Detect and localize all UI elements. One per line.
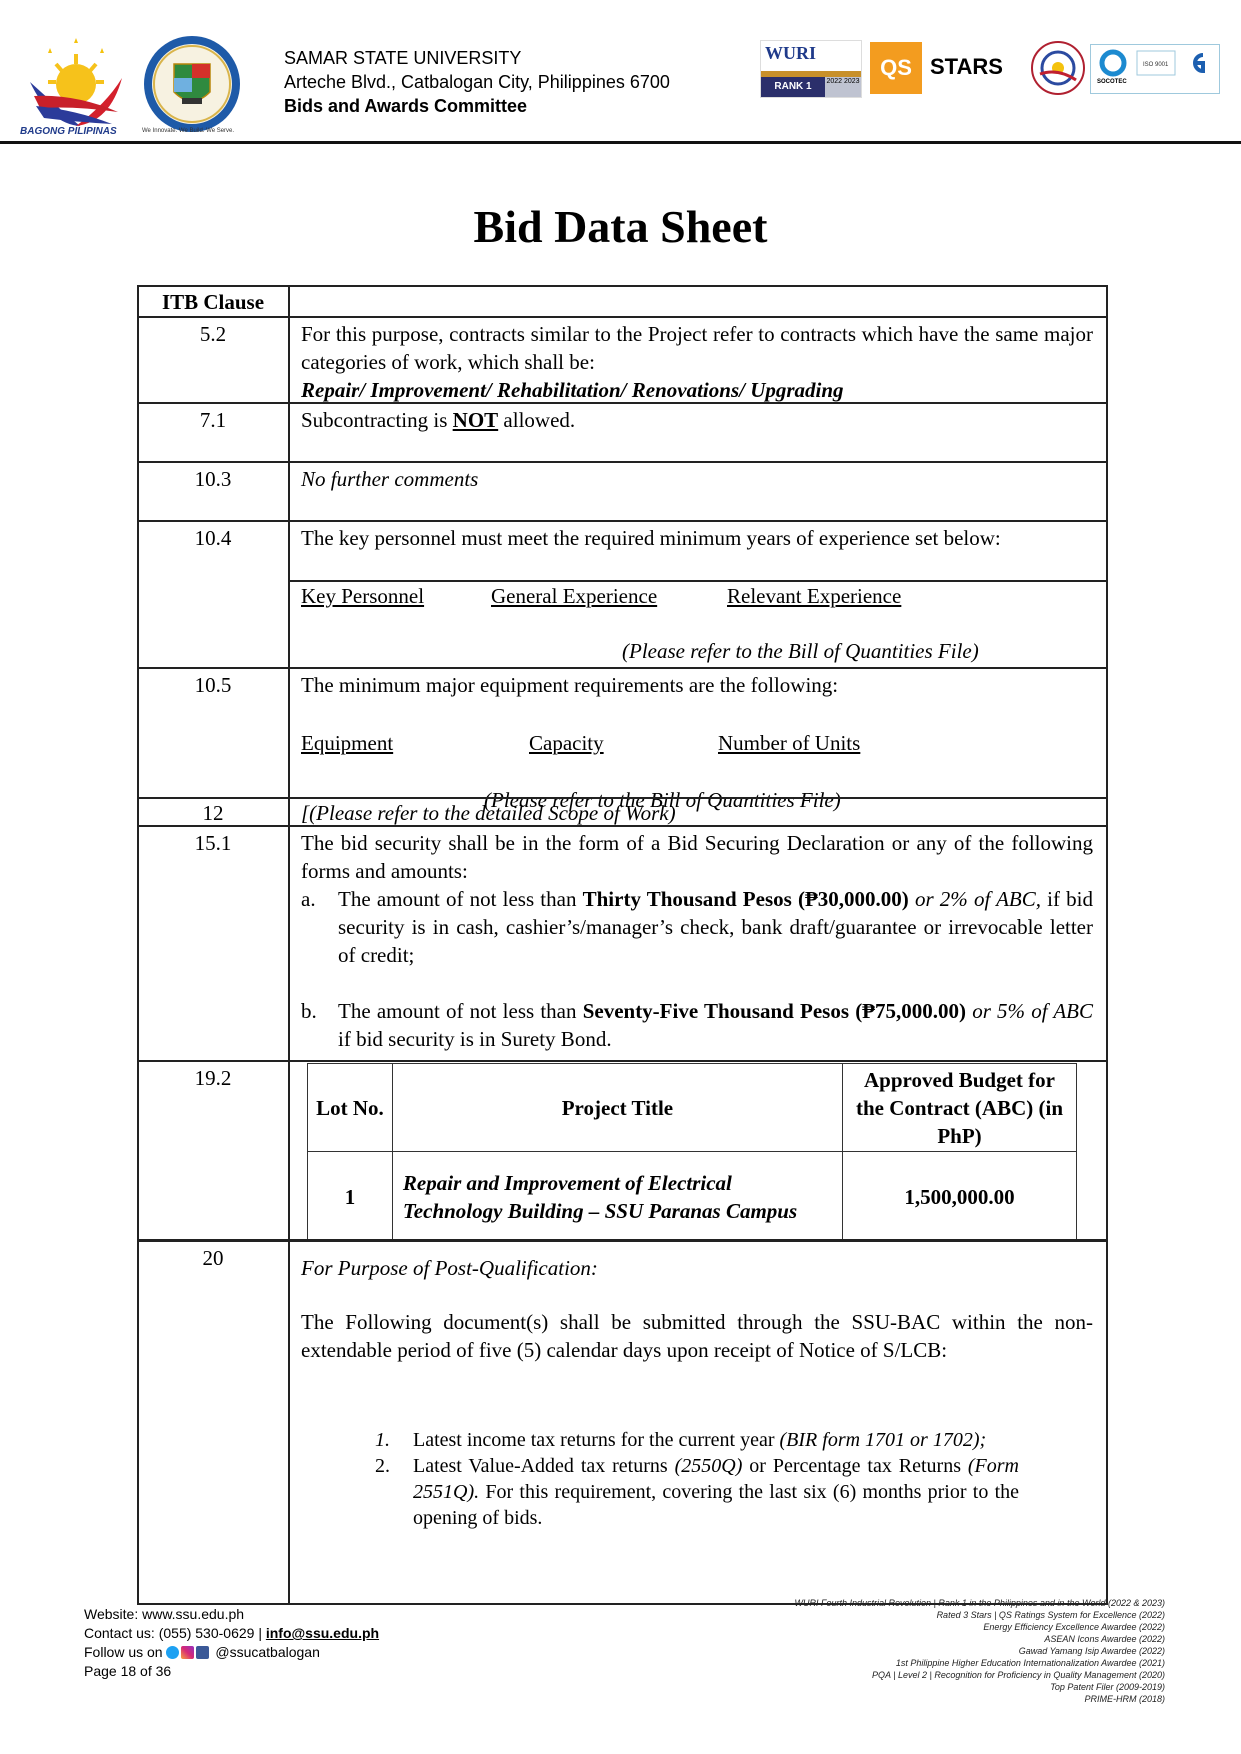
- socotec-iso-badge: ISO 9001 SOCOTEC: [1090, 44, 1220, 94]
- table-row: [139, 1239, 1106, 1606]
- list-item: 2. Latest Value-Added tax returns (2550Q) or Percentage tax Returns (Form 2551Q). For this requirement, covering the last six (6) months prior to the opening of bids.: [375, 1455, 1019, 1529]
- website-link[interactable]: Website: www.ssu.edu.ph: [84, 1606, 245, 1622]
- header-divider: [0, 141, 1241, 144]
- svg-text:ISO 9001: ISO 9001: [1143, 62, 1169, 68]
- col-capacity: Capacity: [529, 731, 604, 755]
- excellence-award-seal: [1030, 40, 1086, 96]
- clause-content: [(Please refer to the detailed Scope of Work): [301, 801, 676, 825]
- ssu-seal-logo: [142, 34, 242, 134]
- clause-number: 10.4: [194, 526, 232, 550]
- table-row: [139, 520, 1106, 669]
- table-row: [139, 461, 1106, 522]
- col-general-experience: General Experience: [491, 584, 658, 608]
- clause-number: 15.1: [194, 831, 232, 855]
- clause-content: The key personnel must meet the required minimum years of experience set below:: [301, 526, 1001, 550]
- lot-no-header: Lot No.: [308, 1064, 393, 1152]
- footer-contact: Website: www.ssu.edu.ph Contact us: (055) 530-0629 | info@ssu.edu.ph Follow us on @ssucatbalogan Page 18 of 36: [84, 1606, 380, 1679]
- list-item: 1. Latest income tax returns for the current year (BIR form 1701 or 1702);: [375, 1429, 987, 1451]
- awards-list: WURI Fourth Industrial Revolution | Rank 1 in the Philippines and in the World (2022 & 2023) Rated 3 Stars | QS Ratings System for Excellence (2022) Energy Efficiency Excellence Awardee (2022) ASEAN Icons Awardee (2022) Gawad Yamang Isip Awardee (2022) 1st Philippine Higher Education Internationalization Awardee (2021) PQA | Level 2 | Recognition for Proficiency in Quality Management (2020) Top Patent Filer (2009-2019) PRIME-HRM (2018): [794, 1598, 1165, 1704]
- clause-number: 19.2: [194, 1066, 232, 1090]
- abc-amount: 1,500,000.00: [842, 1152, 1076, 1242]
- not-emphasis: NOT: [452, 408, 499, 432]
- org-name: SAMAR STATE UNIVERSITY: [284, 48, 522, 68]
- col-relevant-experience: Relevant Experience: [727, 584, 902, 608]
- organization-block: [284, 46, 670, 118]
- clause-number: 20: [202, 1246, 224, 1270]
- wuri-rank: RANK 1: [761, 77, 825, 97]
- itb-clause-header: ITB Clause: [161, 290, 265, 314]
- clause-content: No further comments: [301, 467, 479, 491]
- clause-number: 7.1: [199, 408, 227, 432]
- table-header-row: [139, 287, 1106, 316]
- wuri-years: 2022 2023: [825, 77, 861, 97]
- lot-table-header: [308, 1064, 1077, 1152]
- post-qualification-heading: For Purpose of Post-Qualification:: [301, 1256, 598, 1280]
- project-title-header: Project Title: [392, 1064, 842, 1152]
- work-categories: Repair/ Improvement/ Rehabilitation/ Renovations/ Upgrading: [301, 378, 844, 402]
- social-handle: @ssucatbalogan: [215, 1644, 320, 1660]
- page-title: Bid Data Sheet: [473, 201, 768, 252]
- abc-header: Approved Budget for the Contract (ABC) (in PhP): [842, 1064, 1076, 1152]
- letterhead: [0, 0, 1241, 146]
- bagong-pilipinas-label: BAGONG PILIPINAS: [20, 126, 117, 137]
- facebook-icon[interactable]: [196, 1646, 209, 1659]
- col-key-personnel: Key Personnel: [301, 584, 425, 608]
- email-link[interactable]: info@ssu.edu.ph: [265, 1625, 380, 1641]
- table-row: [139, 316, 1106, 404]
- bid-data-table: [137, 285, 1108, 1605]
- bid-security-item-b: b. The amount of not less than Seventy-Five Thousand Pesos (₱75,000.00) or 5% of ABC if bid security is in Surety Bond.: [301, 999, 1094, 1051]
- lot-budget-table: [307, 1063, 1077, 1242]
- qs-logo: QS: [870, 42, 922, 94]
- bagong-pilipinas-logo: [20, 34, 132, 138]
- boq-note: (Please refer to the Bill of Quantities File): [484, 788, 841, 812]
- twitter-icon[interactable]: [166, 1646, 179, 1659]
- clause-content: The bid security shall be in the form of a Bid Securing Declaration or any of the following forms and amounts: a. The amount of not less than Thirty Thousand Pesos (₱30,000.00) or 2% of ABC, if bid security is in cash, cashier’s/manager’s check, bank draft/guarantee or irrevocable letter of credit; b. The amount of not less than Seventy-Five Thousand Pesos (₱75,000.00) or 5% of ABC if bid security is in Surety Bond.: [301, 831, 1094, 1051]
- table-row: [139, 402, 1106, 463]
- committee-name: Bids and Awards Committee: [284, 96, 528, 116]
- bid-security-item-a: a. The amount of not less than Thirty Thousand Pesos (₱30,000.00) or 2% of ABC, if bid security is in cash, cashier’s/manager’s check, bank draft/guarantee or irrevocable letter of credit;: [301, 887, 1093, 967]
- clause-number: 10.5: [194, 673, 232, 697]
- qs-stars-label: STARS: [930, 54, 1003, 79]
- org-address: Arteche Blvd., Catbalogan City, Philippines 6700: [284, 72, 670, 92]
- required-documents-list: [375, 1427, 1019, 1531]
- clause-content: The minimum major equipment requirements are the following:: [301, 673, 839, 697]
- table-row: [139, 797, 1106, 827]
- clause-number: 5.2: [199, 322, 227, 346]
- instagram-icon[interactable]: [181, 1646, 194, 1659]
- clause-content: For this purpose, contracts similar to the Project refer to contracts which have the same major categories of work, which shall be: Repair/ Improvement/ Rehabilitation/ Renovations/ Upgrading: [301, 322, 1093, 402]
- clause-content: Subcontracting is NOT allowed.: [301, 408, 576, 432]
- lot-number: 1: [308, 1152, 393, 1242]
- col-equipment: Equipment: [301, 731, 394, 755]
- post-qualification-text: The Following document(s) shall be submitted through the SSU-BAC within the non-extendable period of five (5) calendar days upon receipt of Notice of S/LCB:: [301, 1310, 1093, 1362]
- project-title: Repair and Improvement of Electrical Technology Building – SSU Paranas Campus: [392, 1152, 842, 1242]
- clause-number: 12: [202, 801, 224, 825]
- boq-note: (Please refer to the Bill of Quantities File): [622, 639, 979, 663]
- table-row: [139, 667, 1106, 812]
- page-number: Page 18 of 36: [84, 1663, 172, 1679]
- ssu-tagline: We Innovate. We Build. We Serve.: [142, 128, 235, 134]
- table-row: [139, 825, 1106, 1062]
- col-number-of-units: Number of Units: [718, 731, 861, 755]
- clause-number: 10.3: [194, 467, 232, 491]
- wuri-badge: WURI RANK 1 2022 2023: [760, 40, 862, 98]
- table-row: [139, 1060, 1106, 1241]
- lot-table-row: [308, 1152, 1077, 1242]
